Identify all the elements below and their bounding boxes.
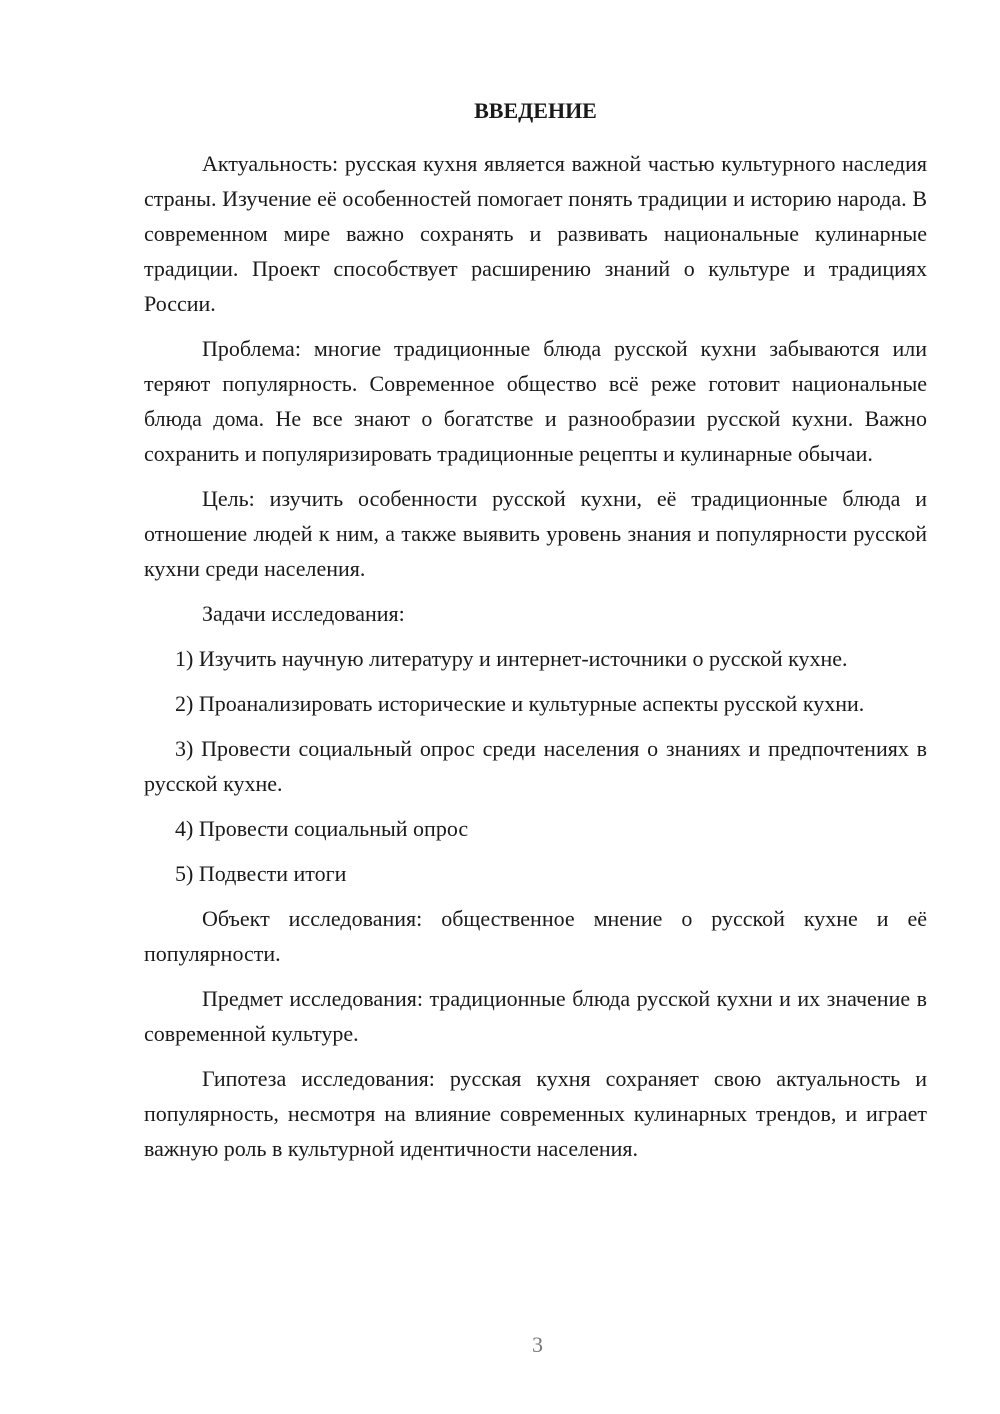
task-item-5: 5) Подвести итоги [175, 861, 347, 886]
relevance-paragraph: Актуальность: русская кухня является важной частью культурного наследия страны. Изучение её особенностей помогает понять традиции и историю народа. В современном мире важно сохранять и развивать национальные кулинарные традиции. Проект способствует расширению знаний о культуре и традициях России. [144, 151, 927, 316]
page-content [144, 96, 927, 1176]
object-paragraph: Объект исследования: общественное мнение о русской кухне и её популярности. [144, 906, 927, 966]
subject-paragraph: Предмет исследования: традиционные блюда русской кухни и их значение в современной культуре. [144, 986, 927, 1046]
task-item-2: 2) Проанализировать исторические и культурные аспекты русской кухни. [175, 691, 865, 716]
goal-paragraph: Цель: изучить особенности русской кухни, её традиционные блюда и отношение людей к ним, а также выявить уровень знания и популярности русской кухни среди населения. [144, 486, 927, 581]
task-item-1: 1) Изучить научную литературу и интернет-источники о русской кухне. [175, 646, 848, 671]
page-number: 3 [532, 1332, 543, 1357]
problem-paragraph: Проблема: многие традиционные блюда русской кухни забываются или теряют популярность. Современное общество всё реже готовит национальные блюда дома. Не все знают о богатстве и разнообразии русской кухни. Важно сохранить и популяризировать традиционные рецепты и кулинарные обычаи. [144, 336, 927, 466]
task-item-4: 4) Провести социальный опрос [175, 816, 469, 841]
page-title: ВВЕДЕНИЕ [474, 98, 597, 123]
tasks-heading: Задачи исследования: [202, 601, 405, 626]
task-item-3: 3) Провести социальный опрос среди населения о знаниях и предпочтениях в русской кухне. [144, 736, 927, 796]
hypothesis-paragraph: Гипотеза исследования: русская кухня сохраняет свою актуальность и популярность, несмотря на влияние современных кулинарных трендов, и играет важную роль в культурной идентичности населения. [144, 1066, 927, 1161]
